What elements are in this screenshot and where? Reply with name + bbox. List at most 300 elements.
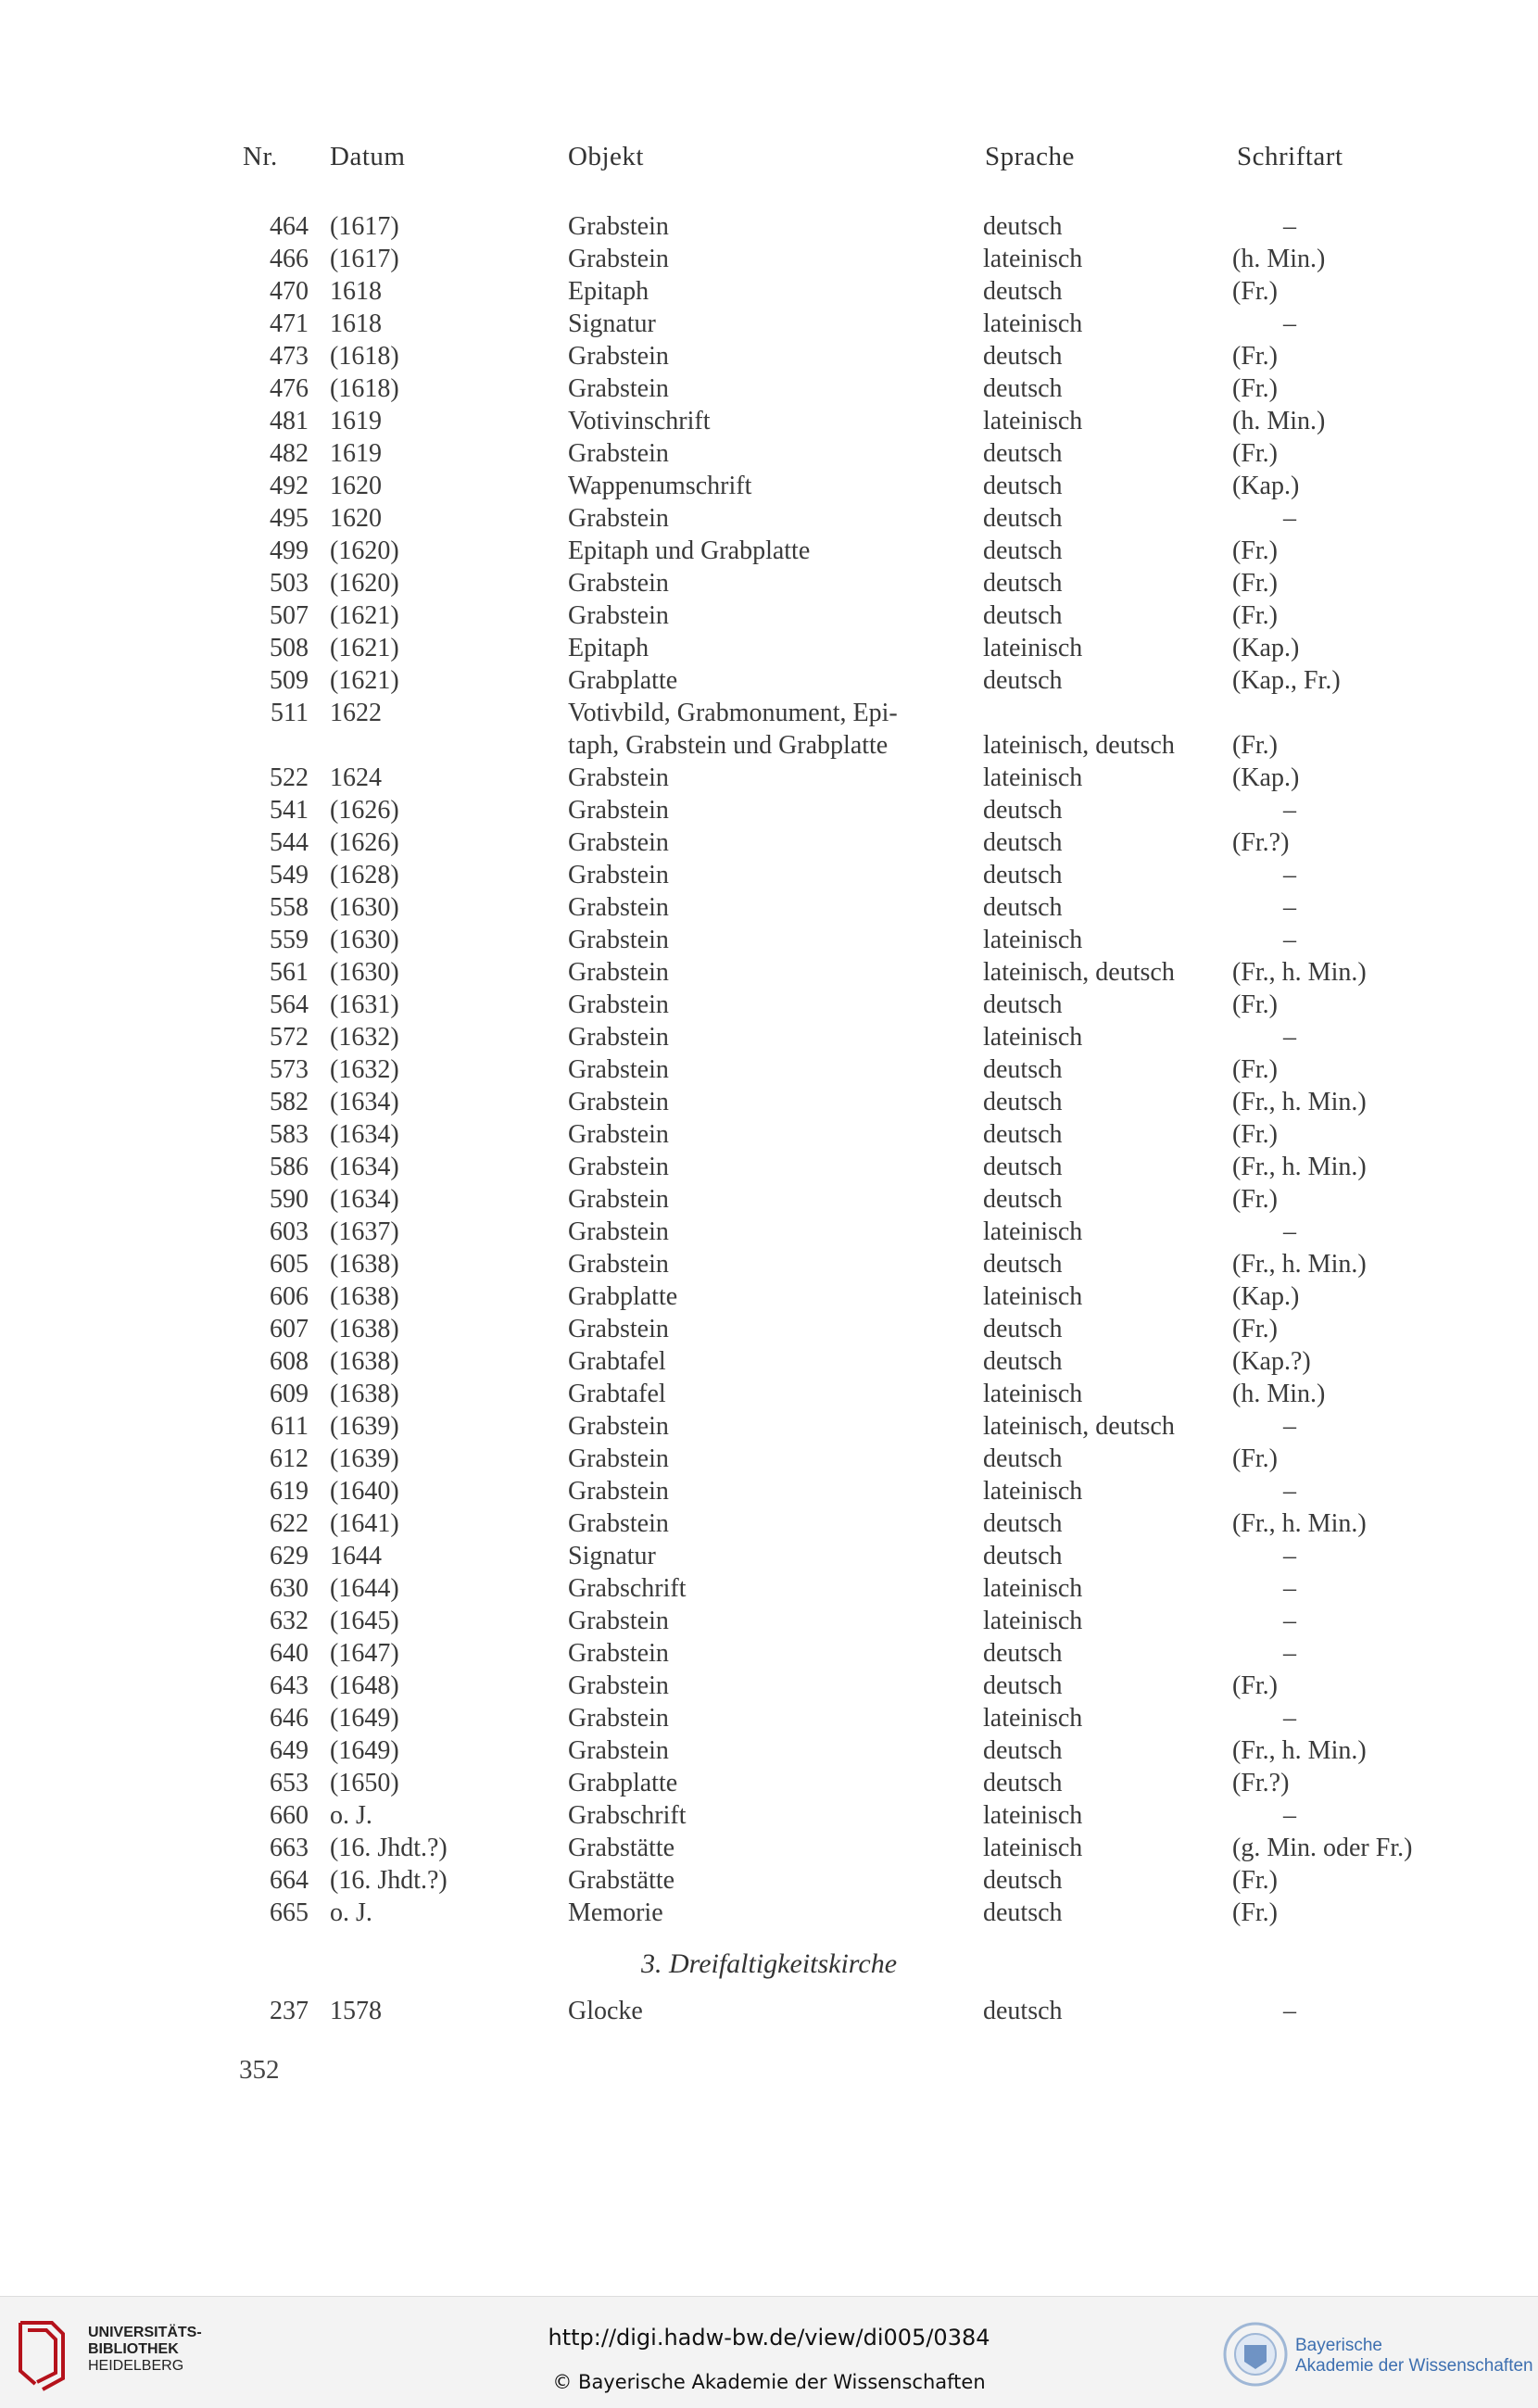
- cell-datum: (1632): [330, 1023, 399, 1052]
- cell-objekt: Grabstein: [568, 569, 669, 598]
- cell-schriftart: (Fr.): [1232, 990, 1278, 1019]
- cell-schriftart: (g. Min. oder Fr.): [1232, 1834, 1413, 1862]
- cell-sprache: deutsch: [983, 1185, 1063, 1214]
- cell-datum: (1630): [330, 958, 399, 987]
- cell-sprache: deutsch: [983, 1736, 1063, 1765]
- cell-objekt: Grabstein: [568, 212, 669, 241]
- cell-nr: 629: [270, 1542, 309, 1570]
- cell-nr: 653: [270, 1769, 309, 1797]
- cell-nr: 646: [270, 1704, 309, 1733]
- cell-sprache: deutsch: [983, 212, 1063, 241]
- cell-schriftart: (Kap., Fr.): [1232, 666, 1341, 695]
- cell-sprache: lateinisch: [983, 763, 1083, 792]
- table-row: [0, 1767, 1538, 1799]
- cell-objekt: Signatur: [568, 309, 656, 338]
- cell-objekt: Grabstein: [568, 861, 669, 889]
- cell-sprache: deutsch: [983, 828, 1063, 857]
- cell-objekt: Grabstein: [568, 926, 669, 954]
- cell-nr: 481: [270, 407, 309, 435]
- academy-name: [1295, 2336, 1533, 2376]
- header-sprache: Sprache: [985, 142, 1075, 171]
- cell-objekt: Grabstein: [568, 504, 669, 533]
- cell-objekt: Grabstein: [568, 1639, 669, 1668]
- cell-schriftart: (Fr., h. Min.): [1232, 1153, 1367, 1181]
- cell-sprache: deutsch: [983, 569, 1063, 598]
- cell-sprache: deutsch: [983, 1347, 1063, 1376]
- cell-nr: 473: [270, 342, 309, 371]
- cell-datum: (1632): [330, 1055, 399, 1084]
- cell-sprache: lateinisch: [983, 1282, 1083, 1311]
- cell-sprache: deutsch: [983, 1898, 1063, 1927]
- table-row: [0, 1734, 1538, 1767]
- cell-datum: 1618: [330, 277, 382, 306]
- cell-nr: 573: [270, 1055, 309, 1084]
- cell-datum: (1634): [330, 1153, 399, 1181]
- cell-nr: 660: [270, 1801, 309, 1830]
- cell-objekt: Votivinschrift: [568, 407, 711, 435]
- cell-sprache: deutsch: [983, 342, 1063, 371]
- cell-datum: (1620): [330, 536, 399, 565]
- cell-nr: 503: [270, 569, 309, 598]
- table-row: [0, 1053, 1538, 1086]
- cell-schriftart: (h. Min.): [1232, 1380, 1326, 1408]
- cell-sprache: lateinisch: [983, 1023, 1083, 1052]
- cell-sprache: lateinisch: [983, 1801, 1083, 1830]
- table-row: [0, 632, 1538, 664]
- cell-schriftart: (Fr.): [1232, 439, 1278, 468]
- cell-nr: 649: [270, 1736, 309, 1765]
- cell-objekt: Grabstein: [568, 342, 669, 371]
- cell-sprache: deutsch: [983, 536, 1063, 565]
- cell-objekt: Grabstein: [568, 796, 669, 825]
- cell-sprache: deutsch: [983, 1120, 1063, 1149]
- cell-objekt: Grabstein: [568, 1444, 669, 1473]
- cell-datum: (1626): [330, 828, 399, 857]
- cell-objekt: Grabstein: [568, 1217, 669, 1246]
- cell-schriftart: (Fr.): [1232, 731, 1278, 760]
- cell-nr: 622: [270, 1509, 309, 1538]
- table-row: [0, 1702, 1538, 1734]
- cell-datum: o. J.: [330, 1801, 372, 1830]
- cell-datum: (1638): [330, 1250, 399, 1279]
- header-objekt: Objekt: [568, 142, 644, 171]
- cell-schriftart: –: [1283, 1217, 1296, 1246]
- cell-datum: 1578: [330, 1997, 382, 2025]
- cell-schriftart: –: [1283, 212, 1296, 241]
- table-row: [0, 1864, 1538, 1897]
- cell-schriftart: (Fr., h. Min.): [1232, 1250, 1367, 1279]
- cell-sprache: deutsch: [983, 277, 1063, 306]
- cell-nr: 603: [270, 1217, 309, 1246]
- header-nr: Nr.: [243, 142, 278, 171]
- cell-objekt: Epitaph und Grabplatte: [568, 536, 811, 565]
- cell-datum: (1618): [330, 374, 399, 403]
- cell-nr: 630: [270, 1574, 309, 1603]
- cell-sprache: deutsch: [983, 1671, 1063, 1700]
- cell-objekt: Grabstein: [568, 439, 669, 468]
- table-row: [0, 1183, 1538, 1216]
- table-row: [0, 1086, 1538, 1118]
- cell-schriftart: –: [1283, 1997, 1296, 2025]
- copyright-notice: © Bayerische Akademie der Wissenschaften: [552, 2371, 986, 2393]
- table-row: [0, 437, 1538, 470]
- cell-datum: (1634): [330, 1185, 399, 1214]
- cell-objekt: Grabstein: [568, 1509, 669, 1538]
- cell-datum: 1620: [330, 472, 382, 500]
- table-row: [0, 502, 1538, 535]
- cell-datum: (1621): [330, 666, 399, 695]
- cell-objekt: Memorie: [568, 1898, 663, 1927]
- table-row: [0, 1378, 1538, 1410]
- cell-nr: 466: [270, 245, 309, 273]
- cell-objekt: Epitaph: [568, 277, 649, 306]
- cell-schriftart: –: [1283, 893, 1296, 922]
- table-row: [0, 599, 1538, 632]
- cell-sprache: lateinisch, deutsch: [983, 958, 1175, 987]
- cell-sprache: deutsch: [983, 439, 1063, 468]
- cell-nr: 499: [270, 536, 309, 565]
- cell-datum: (1637): [330, 1217, 399, 1246]
- cell-schriftart: (Fr.): [1232, 342, 1278, 371]
- cell-schriftart: (Fr.): [1232, 601, 1278, 630]
- table-row: [0, 826, 1538, 859]
- cell-sprache: lateinisch: [983, 1574, 1083, 1603]
- cell-nr: 544: [270, 828, 309, 857]
- cell-sprache: lateinisch: [983, 407, 1083, 435]
- cell-datum: 1618: [330, 309, 382, 338]
- cell-sprache: deutsch: [983, 1153, 1063, 1181]
- cell-objekt: Grabstein: [568, 245, 669, 273]
- cell-objekt: Grabstein: [568, 1704, 669, 1733]
- cell-datum: (1617): [330, 212, 399, 241]
- cell-datum: (16. Jhdt.?): [330, 1866, 448, 1895]
- table-row: [0, 1475, 1538, 1507]
- cell-objekt: Grabschrift: [568, 1574, 687, 1603]
- cell-objekt: taph, Grabstein und Grabplatte: [568, 731, 889, 760]
- cell-datum: (1638): [330, 1315, 399, 1343]
- table-row: [0, 1021, 1538, 1053]
- permalink[interactable]: http://digi.hadw-bw.de/view/di005/0384: [548, 2325, 990, 2351]
- cell-nr: 632: [270, 1607, 309, 1635]
- cell-schriftart: –: [1283, 1023, 1296, 1052]
- cell-objekt: Grabstein: [568, 990, 669, 1019]
- cell-datum: (1649): [330, 1736, 399, 1765]
- cell-schriftart: (Kap.): [1232, 634, 1300, 662]
- cell-sprache: deutsch: [983, 601, 1063, 630]
- cell-schriftart: (Fr.?): [1232, 828, 1290, 857]
- cell-datum: (1628): [330, 861, 399, 889]
- cell-sprache: deutsch: [983, 861, 1063, 889]
- cell-nr: 464: [270, 212, 309, 241]
- cell-nr: 507: [270, 601, 309, 630]
- cell-objekt: Wappenumschrift: [568, 472, 752, 500]
- cell-objekt: Grabstein: [568, 374, 669, 403]
- cell-nr: 476: [270, 374, 309, 403]
- cell-objekt: Grabstein: [568, 1185, 669, 1214]
- cell-objekt: Signatur: [568, 1542, 656, 1570]
- cell-nr: 640: [270, 1639, 309, 1668]
- table-row: [0, 1248, 1538, 1280]
- cell-nr: 492: [270, 472, 309, 500]
- table-row: [0, 762, 1538, 794]
- table-row: [0, 567, 1538, 599]
- table-row: [0, 989, 1538, 1021]
- cell-schriftart: –: [1283, 1477, 1296, 1506]
- cell-sprache: deutsch: [983, 1542, 1063, 1570]
- table-row: [0, 1572, 1538, 1605]
- cell-datum: (16. Jhdt.?): [330, 1834, 448, 1862]
- cell-nr: 612: [270, 1444, 309, 1473]
- table-row: [0, 1605, 1538, 1637]
- cell-datum: 1624: [330, 763, 382, 792]
- cell-datum: (1638): [330, 1282, 399, 1311]
- cell-nr: 509: [270, 666, 309, 695]
- cell-objekt: Grabschrift: [568, 1801, 687, 1830]
- cell-sprache: lateinisch: [983, 634, 1083, 662]
- table-row: [0, 859, 1538, 891]
- cell-objekt: Grabplatte: [568, 666, 678, 695]
- cell-objekt: Grabstein: [568, 1153, 669, 1181]
- cell-objekt: Grabstein: [568, 1023, 669, 1052]
- table-row: [0, 275, 1538, 308]
- cell-objekt: Grabstein: [568, 1088, 669, 1116]
- cell-sprache: deutsch: [983, 1769, 1063, 1797]
- table-row: [0, 210, 1538, 243]
- table-row: [0, 956, 1538, 989]
- cell-sprache: lateinisch, deutsch: [983, 731, 1175, 760]
- cell-nr: 522: [270, 763, 309, 792]
- cell-objekt: Grabplatte: [568, 1769, 678, 1797]
- cell-nr: 564: [270, 990, 309, 1019]
- cell-objekt: Grabstein: [568, 958, 669, 987]
- cell-nr: 549: [270, 861, 309, 889]
- table-row: [0, 1799, 1538, 1832]
- cell-datum: (1621): [330, 601, 399, 630]
- cell-objekt: Grabstein: [568, 763, 669, 792]
- cell-nr: 583: [270, 1120, 309, 1149]
- cell-schriftart: (Kap.?): [1232, 1347, 1311, 1376]
- cell-schriftart: (Kap.): [1232, 472, 1300, 500]
- cell-nr: 605: [270, 1250, 309, 1279]
- cell-schriftart: (Fr., h. Min.): [1232, 1736, 1367, 1765]
- cell-datum: (1621): [330, 634, 399, 662]
- table-row: [0, 1345, 1538, 1378]
- table-row: [0, 340, 1538, 372]
- cell-datum: (1641): [330, 1509, 399, 1538]
- library-line-3: HEIDELBERG: [88, 2358, 184, 2374]
- cell-objekt: Grabstein: [568, 1315, 669, 1343]
- cell-objekt: Grabstein: [568, 1120, 669, 1149]
- table-row: [0, 794, 1538, 826]
- table-row: [0, 1313, 1538, 1345]
- table-row: [0, 924, 1538, 956]
- cell-sprache: deutsch: [983, 504, 1063, 533]
- cell-schriftart: (Kap.): [1232, 1282, 1300, 1311]
- cell-schriftart: (Fr.): [1232, 277, 1278, 306]
- cell-datum: (1631): [330, 990, 399, 1019]
- cell-schriftart: –: [1283, 1704, 1296, 1733]
- cell-datum: (1626): [330, 796, 399, 825]
- cell-objekt: Glocke: [568, 1997, 643, 2025]
- cell-sprache: deutsch: [983, 1088, 1063, 1116]
- cell-datum: (1620): [330, 569, 399, 598]
- header-datum: Datum: [330, 142, 406, 171]
- cell-schriftart: (Fr.?): [1232, 1769, 1290, 1797]
- cell-schriftart: (Fr., h. Min.): [1232, 958, 1367, 987]
- table-row: [0, 535, 1538, 567]
- cell-sprache: deutsch: [983, 990, 1063, 1019]
- cell-sprache: deutsch: [983, 1055, 1063, 1084]
- cell-datum: (1648): [330, 1671, 399, 1700]
- cell-sprache: lateinisch: [983, 1704, 1083, 1733]
- cell-schriftart: (Fr.): [1232, 1055, 1278, 1084]
- cell-objekt: Grabplatte: [568, 1282, 678, 1311]
- header-schriftart: Schriftart: [1237, 142, 1343, 171]
- cell-sprache: lateinisch: [983, 926, 1083, 954]
- academy-line-2: Akademie der Wissenschaften: [1295, 2356, 1533, 2376]
- cell-nr: 643: [270, 1671, 309, 1700]
- cell-datum: 1619: [330, 439, 382, 468]
- cell-objekt: Grabtafel: [568, 1380, 666, 1408]
- cell-schriftart: –: [1283, 861, 1296, 889]
- table-row: [0, 1410, 1538, 1443]
- cell-schriftart: (Fr.): [1232, 1444, 1278, 1473]
- table-row: [0, 891, 1538, 924]
- cell-objekt: Votivbild, Grabmonument, Epi-: [568, 699, 898, 727]
- cell-datum: (1634): [330, 1120, 399, 1149]
- cell-schriftart: (Fr.): [1232, 1185, 1278, 1214]
- cell-nr: 663: [270, 1834, 309, 1862]
- cell-objekt: Epitaph: [568, 634, 649, 662]
- cell-sprache: deutsch: [983, 1997, 1063, 2025]
- table-row: [0, 1832, 1538, 1864]
- cell-schriftart: (Fr., h. Min.): [1232, 1509, 1367, 1538]
- cell-datum: (1639): [330, 1412, 399, 1441]
- cell-schriftart: (Fr.): [1232, 536, 1278, 565]
- cell-sprache: deutsch: [983, 1444, 1063, 1473]
- table-row: [0, 1151, 1538, 1183]
- cell-nr: 559: [270, 926, 309, 954]
- cell-sprache: lateinisch: [983, 1477, 1083, 1506]
- cell-schriftart: (Fr.): [1232, 374, 1278, 403]
- cell-datum: (1644): [330, 1574, 399, 1603]
- cell-nr: 471: [270, 309, 309, 338]
- cell-schriftart: (Fr.): [1232, 1120, 1278, 1149]
- academy-seal-icon: [1214, 2317, 1297, 2391]
- cell-sprache: deutsch: [983, 472, 1063, 500]
- cell-objekt: Grabstein: [568, 1736, 669, 1765]
- cell-sprache: lateinisch, deutsch: [983, 1412, 1175, 1441]
- cell-nr: 541: [270, 796, 309, 825]
- cell-sprache: deutsch: [983, 1866, 1063, 1895]
- cell-nr: 558: [270, 893, 309, 922]
- cell-schriftart: (Fr.): [1232, 1898, 1278, 1927]
- cell-nr: 508: [270, 634, 309, 662]
- library-line-2: BIBLIOTHEK: [88, 2341, 179, 2357]
- cell-datum: (1650): [330, 1769, 399, 1797]
- cell-datum: (1638): [330, 1347, 399, 1376]
- cell-sprache: lateinisch: [983, 1217, 1083, 1246]
- cell-objekt: Grabstein: [568, 1412, 669, 1441]
- cell-sprache: lateinisch: [983, 309, 1083, 338]
- cell-objekt: Grabstein: [568, 1671, 669, 1700]
- cell-datum: 1620: [330, 504, 382, 533]
- cell-nr: 561: [270, 958, 309, 987]
- cell-nr: 511: [271, 699, 309, 727]
- cell-schriftart: (h. Min.): [1232, 407, 1326, 435]
- cell-schriftart: (h. Min.): [1232, 245, 1326, 273]
- cell-objekt: Grabstein: [568, 1607, 669, 1635]
- cell-objekt: Grabstein: [568, 1477, 669, 1506]
- table-row: [0, 470, 1538, 502]
- cell-nr: 608: [270, 1347, 309, 1376]
- section-title: 3. Dreifaltigkeitskirche: [640, 1948, 898, 1979]
- cell-nr: 619: [270, 1477, 309, 1506]
- library-line-1: UNIVERSITÄTS-: [88, 2325, 202, 2340]
- cell-sprache: deutsch: [983, 374, 1063, 403]
- cell-sprache: deutsch: [983, 1250, 1063, 1279]
- cell-datum: (1630): [330, 893, 399, 922]
- table-row: [0, 1280, 1538, 1313]
- table-row: [0, 1118, 1538, 1151]
- cell-datum: (1638): [330, 1380, 399, 1408]
- cell-datum: (1617): [330, 245, 399, 273]
- cell-datum: (1630): [330, 926, 399, 954]
- cell-sprache: deutsch: [983, 893, 1063, 922]
- cell-nr: 470: [270, 277, 309, 306]
- cell-nr: 665: [270, 1898, 309, 1927]
- cell-sprache: deutsch: [983, 796, 1063, 825]
- cell-datum: 1644: [330, 1542, 382, 1570]
- cell-nr: 495: [270, 504, 309, 533]
- cell-datum: (1640): [330, 1477, 399, 1506]
- cell-nr: 590: [270, 1185, 309, 1214]
- cell-objekt: Grabtafel: [568, 1347, 666, 1376]
- cell-datum: 1619: [330, 407, 382, 435]
- cell-nr: 606: [270, 1282, 309, 1311]
- cell-sprache: lateinisch: [983, 1834, 1083, 1862]
- table-row: [0, 1995, 1538, 2027]
- cell-nr: 572: [270, 1023, 309, 1052]
- cell-schriftart: –: [1283, 1639, 1296, 1668]
- cell-sprache: deutsch: [983, 1639, 1063, 1668]
- page-number: 352: [239, 2055, 280, 2085]
- cell-datum: (1649): [330, 1704, 399, 1733]
- cell-schriftart: (Fr.): [1232, 1315, 1278, 1343]
- cell-objekt: Grabstätte: [568, 1866, 675, 1895]
- cell-objekt: Grabstein: [568, 601, 669, 630]
- cell-sprache: deutsch: [983, 1315, 1063, 1343]
- table-row: [0, 729, 1538, 762]
- cell-objekt: Grabstein: [568, 1250, 669, 1279]
- table-row: [0, 308, 1538, 340]
- cell-schriftart: (Fr.): [1232, 569, 1278, 598]
- table-row: [0, 1897, 1538, 1929]
- cell-sprache: lateinisch: [983, 1380, 1083, 1408]
- table-row: [0, 243, 1538, 275]
- cell-schriftart: –: [1283, 1801, 1296, 1830]
- cell-objekt: Grabstein: [568, 1055, 669, 1084]
- cell-schriftart: –: [1283, 504, 1296, 533]
- table-row: [0, 1540, 1538, 1572]
- cell-datum: o. J.: [330, 1898, 372, 1927]
- cell-schriftart: –: [1283, 796, 1296, 825]
- cell-datum: (1618): [330, 342, 399, 371]
- cell-sprache: deutsch: [983, 1509, 1063, 1538]
- cell-datum: (1647): [330, 1639, 399, 1668]
- cell-nr: 664: [270, 1866, 309, 1895]
- cell-datum: (1639): [330, 1444, 399, 1473]
